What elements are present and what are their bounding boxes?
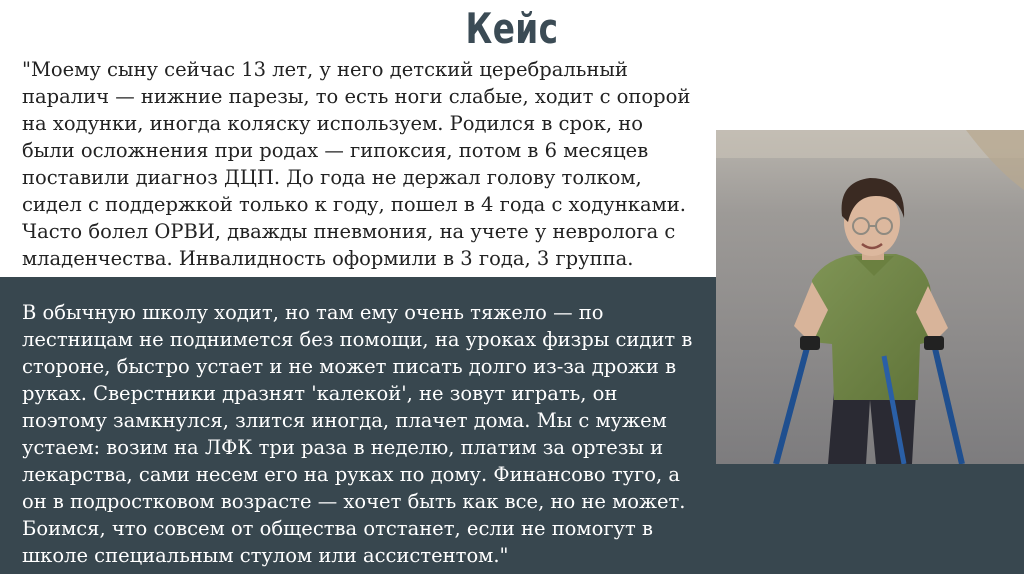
case-paragraph-2: [22, 299, 712, 569]
paragraph-line: лестницам не поднимется без помощи, на уроках физры сидит в: [22, 328, 693, 351]
paragraph-line: младенчества. Инвалидность оформили в 3 года, 3 группа.: [22, 247, 634, 270]
paragraph-line: "Моему сыну сейчас 13 лет, у него детский церебральный: [22, 58, 628, 81]
paragraph-line: устаем: возим на ЛФК три раза в неделю, платим за ортезы и: [22, 436, 664, 459]
paragraph-line: поставили диагноз ДЦП. До года не держал голову толком,: [22, 166, 642, 189]
case-paragraph-1: [22, 56, 712, 272]
paragraph-line: стороне, быстро устает и не может писать долго из-за дрожи в: [22, 355, 677, 378]
paragraph-line: он в подростковом возрасте — хочет быть как все, но не может.: [22, 490, 686, 513]
paragraph-line: руках. Сверстники дразнят 'калекой', не зовут играть, он: [22, 382, 618, 405]
paragraph-line: поэтому замкнулся, злится иногда, плачет дома. Мы с мужем: [22, 409, 667, 432]
paragraph-line: Часто болел ОРВИ, дважды пневмония, на учете у невролога с: [22, 220, 676, 243]
paragraph-line: на ходунки, иногда коляску используем. Родился в срок, но: [22, 112, 643, 135]
boy-with-walker-photo: [716, 130, 1024, 464]
paragraph-line: Боимся, что совсем от общества отстанет, если не помогут в: [22, 517, 653, 540]
paragraph-line: лекарства, сами несем его на руках по дому. Финансово туго, а: [22, 463, 681, 486]
paragraph-line: паралич — нижние парезы, то есть ноги слабые, ходит с опорой: [22, 85, 691, 108]
paragraph-line: школе специальным стулом или ассистентом.": [22, 544, 509, 567]
slide-title: Кейс: [465, 4, 559, 53]
paragraph-line: В обычную школу ходит, но там ему очень тяжело — по: [22, 301, 604, 324]
paragraph-line: были осложнения при родах — гипоксия, потом в 6 месяцев: [22, 139, 649, 162]
paragraph-line: сидел с поддержкой только к году, пошел в 4 года с ходунками.: [22, 193, 686, 216]
